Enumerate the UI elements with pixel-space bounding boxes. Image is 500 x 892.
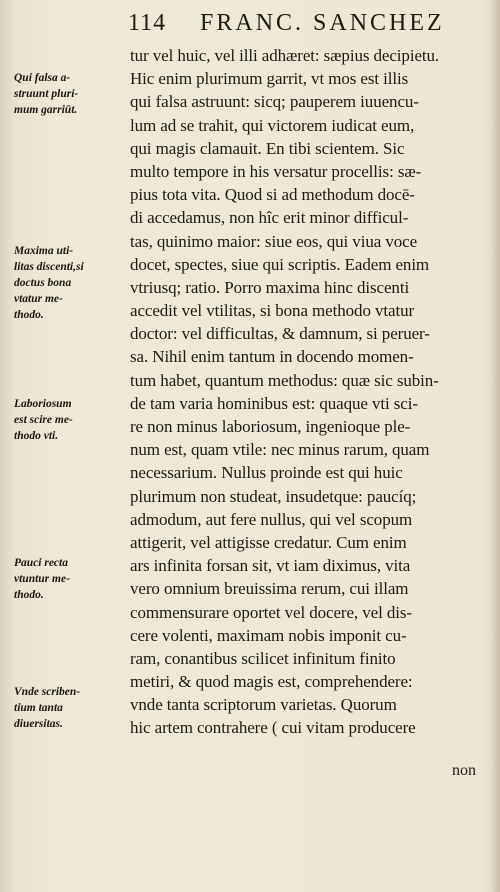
text-line: sa. Nihil enim tantum in docendo momen- bbox=[130, 347, 414, 367]
text-line: re non minus laboriosum, ingenioque ple- bbox=[130, 417, 411, 436]
text-line: multo tempore in his versatur procellis: sæ- bbox=[130, 161, 422, 181]
margin-note-line: struunt pluri- bbox=[14, 88, 79, 100]
text-line: lum ad se trahit, qui victorem iudicat eum, bbox=[130, 115, 415, 135]
text-line: Hic enim plurimum garrit, vt mos est illis bbox=[130, 69, 409, 89]
text-line: tum habet, quantum methodus: quæ sic subin- bbox=[130, 370, 439, 390]
margin-note-line: Laboriosum bbox=[14, 398, 72, 410]
text-line: ram, conantibus scilicet infinitum finito bbox=[130, 648, 396, 668]
margin-note-line: Maxima uti- bbox=[14, 245, 74, 257]
text-line: vtriusq; ratio. Porro maxima hinc discenti bbox=[130, 277, 410, 297]
catchword: non bbox=[452, 762, 476, 779]
margin-note-line: est scire me- bbox=[14, 414, 73, 426]
text-line: ars infinita forsan sit, vt iam diximus, vita bbox=[130, 556, 411, 576]
text-line: hic artem contrahere ( cui vitam producere bbox=[130, 718, 416, 738]
text-line: accedit vel vtilitas, si bona methodo vtatur bbox=[130, 301, 415, 321]
margin-note-line: doctus bona bbox=[14, 277, 72, 289]
text-line: tas, quinimo maior: siue eos, qui viua voce bbox=[130, 231, 418, 251]
margin-note-line: thodo vti. bbox=[14, 430, 59, 442]
text-line: vnde tanta scriptorum varietas. Quorum bbox=[130, 695, 397, 715]
margin-note-line: vtatur me- bbox=[14, 293, 63, 305]
text-line: plurimum non studeat, insudetque: paucíq; bbox=[130, 486, 417, 506]
text-line: pius tota vita. Quod si ad methodum docē- bbox=[130, 185, 415, 205]
running-head: FRANC. SANCHEZ bbox=[200, 10, 445, 36]
margin-note-line: thodo. bbox=[14, 589, 44, 601]
margin-note-line: Pauci recta bbox=[14, 557, 68, 569]
text-line: qui magis clamauit. En tibi scientem. Sic bbox=[130, 138, 405, 158]
page-edge-shadow bbox=[490, 0, 500, 892]
text-line: docet, spectes, siue qui scriptis. Eadem enim bbox=[130, 254, 430, 274]
text-line: cere volenti, maximam nobis imponit cu- bbox=[130, 625, 407, 645]
margin-note-line: Qui falsa a- bbox=[14, 72, 71, 84]
margin-note-diversity bbox=[14, 684, 126, 732]
page-number: 114 bbox=[128, 10, 167, 36]
text-line: admodum, aut fere nullus, qui vel scopum bbox=[130, 509, 413, 529]
margin-note-line: diuersitas. bbox=[14, 718, 63, 730]
text-line: necessarium. Nullus proinde est qui huic bbox=[130, 463, 403, 483]
text-line: vero omnium breuissima rerum, cui illam bbox=[130, 579, 409, 599]
text-line: de tam varia hominibus est: quaque vti sci- bbox=[130, 393, 418, 413]
margin-note-line: mum garriūt. bbox=[14, 104, 78, 116]
margin-note-laborious bbox=[14, 396, 126, 444]
text-line: di accedamus, non hîc erit minor difficul- bbox=[130, 208, 409, 228]
margin-note-few-methods bbox=[14, 555, 126, 603]
text-line: commensurare oportet vel docere, vel dis- bbox=[130, 602, 412, 622]
margin-note-line: litas discenti,si bbox=[14, 261, 84, 273]
text-line: num est, quam vtile: nec minus rarum, quam bbox=[130, 440, 430, 460]
main-text-block bbox=[130, 44, 492, 740]
text-line: metiri, & quod magis est, comprehendere: bbox=[130, 672, 413, 692]
text-line: doctor: vel difficultas, & damnum, si peruer- bbox=[130, 324, 430, 344]
margin-note-line: tium tanta bbox=[14, 702, 63, 714]
page-header bbox=[128, 6, 488, 40]
margin-note-line: Vnde scriben- bbox=[14, 686, 81, 698]
margin-note-false-claims bbox=[14, 70, 126, 118]
text-line: qui falsa astruunt: sicq; pauperem iuuencu- bbox=[130, 92, 419, 112]
margin-note-utility bbox=[14, 243, 126, 323]
text-line: attigerit, vel attigisse credatur. Cum enim bbox=[130, 532, 407, 552]
margin-note-line: thodo. bbox=[14, 309, 44, 321]
text-line: tur vel huic, vel illi adhæret: sæpius decipietu. bbox=[130, 46, 440, 65]
margin-note-line: vtuntur me- bbox=[14, 573, 70, 585]
